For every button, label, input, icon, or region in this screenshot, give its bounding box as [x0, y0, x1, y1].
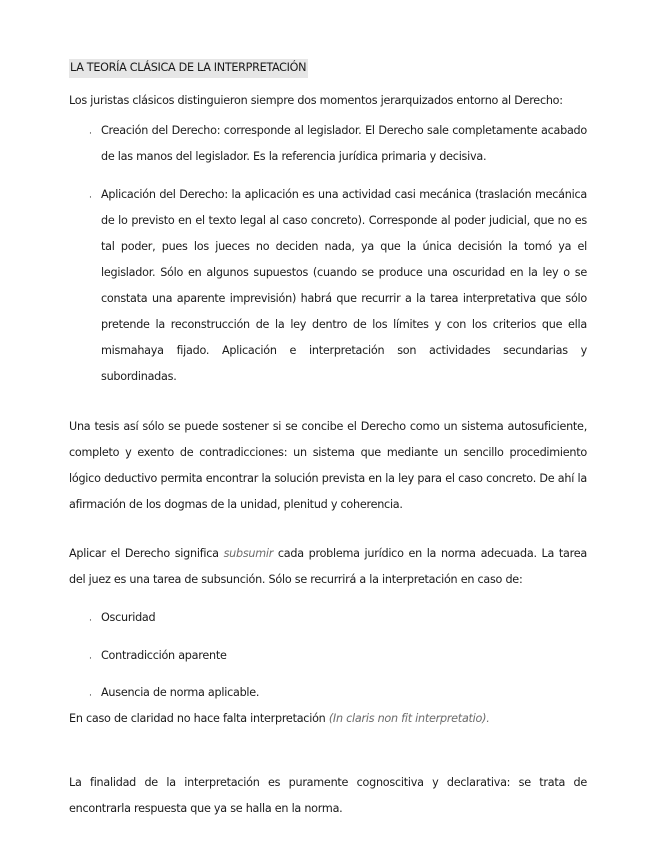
clarity-paragraph	[69, 706, 587, 732]
case-item-contradiccion: Contradicción aparente	[101, 649, 227, 662]
moment-creation: Creación del Derecho: corresponde al legislador. El Derecho sale completamente acabado de las manos del legislador. Es la referencia jurídica primaria y decisiva.	[101, 124, 587, 163]
intro-paragraph: Los juristas clásicos distinguieron siempre dos momentos jerarquizados entorno al Derecho:	[69, 94, 563, 107]
subsumir-term: subsumir	[223, 547, 274, 560]
apply-paragraph	[69, 541, 587, 593]
apply-text-before: Aplicar el Derecho significa	[69, 547, 224, 560]
moment-application: Aplicación del Derecho: la aplicación es una actividad casi mecánica (traslación mecánica de lo previsto en el texto legal al caso concreto). Corresponde al poder judicial, que no es tal poder, pues los jueces no deciden nada, ya que la única decisión la tomó ya el legislador. Sólo en algunos supuestos (cuando se produce una oscuridad en la ley o se constata una aparente imprevisión) habrá que recurrir a la tarea interpretativa que sólo pretende la reconstrucción de la ley dentro de los límites y con los criterios que ella mismahaya fijado. Aplicación e interpretación son actividades secundarias y subordinadas.	[101, 188, 587, 383]
case-item-oscuridad: Oscuridad	[101, 611, 156, 624]
bullet-icon: ·	[89, 654, 92, 664]
case-item-ausencia: Ausencia de norma aplicable.	[101, 686, 260, 699]
clarity-text: En caso de claridad no hace falta interpretación	[69, 712, 329, 725]
apply-text-after: cada problema jurídico en la norma adecuada. La tarea del juez es una tarea de subsunción. Sólo se recurrirá a la interpretación en caso de:	[69, 547, 588, 586]
bullet-icon: ·	[89, 129, 92, 139]
section-title: LA TEORÍA CLÁSICA DE LA INTERPRETACIÓN	[69, 59, 308, 78]
purpose-paragraph: La finalidad de la interpretación es puramente cognoscitiva y declarativa: se trata de encontrarla respuesta que ya se halla en la norma.	[69, 776, 587, 815]
bullet-icon: ·	[89, 616, 92, 626]
thesis-paragraph: Una tesis así sólo se puede sostener si se concibe el Derecho como un sistema autosuficiente, completo y exento de contradicciones: un sistema que mediante un sencillo procedimiento lógico deductivo permita encontrar la solución prevista en la ley para el caso concreto. De ahí la afirmación de los dogmas de la unidad, plenitud y coherencia.	[69, 420, 587, 511]
bullet-icon: ·	[89, 691, 92, 701]
bullet-icon: ·	[89, 193, 92, 203]
latin-maxim: (In claris non fit interpretatio).	[328, 712, 490, 725]
